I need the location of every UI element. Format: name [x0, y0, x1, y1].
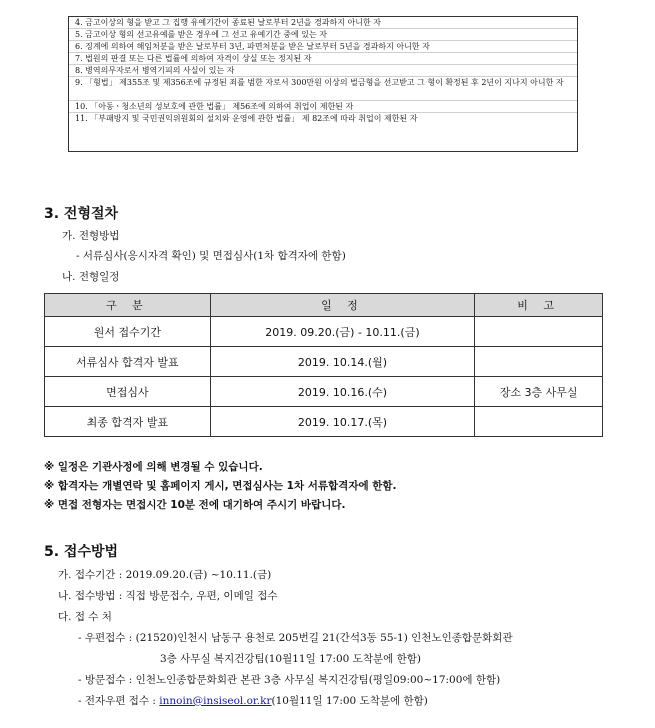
notice-interview-wait: ※ 면접 전형자는 면접시간 10분 전에 대기하여 주시기 바랍니다.: [44, 499, 346, 511]
cell-date: 2019. 10.17.(목): [210, 407, 475, 437]
receipt-method: 나. 접수방법 : 직접 방문접수, 우편, 이메일 접수: [58, 590, 278, 602]
disqualification-item: 7. 법원의 판결 또는 다른 법률에 의하여 자격이 상실 또는 정지된 자: [69, 53, 577, 65]
cell-note: [475, 347, 603, 377]
disqualification-item: 4. 금고이상의 형을 받고 그 집행 유예기간이 종료된 날로부터 2년을 경과하지 아니한 자: [69, 17, 577, 29]
disqualification-item: 10. 「아동ㆍ청소년의 성보호에 관한 법률」 제56조에 의하여 취업이 제한된 자: [69, 101, 577, 113]
header-note: 비 고: [475, 294, 603, 317]
method-label: 가. 전형방법: [62, 230, 120, 242]
disqualification-item: 5. 금고이상 형의 선고유예를 받은 경우에 그 선고 유예기간 중에 있는 자: [69, 29, 577, 41]
email-suffix: (10월11일 17:00 도착분에 한함): [271, 695, 428, 707]
header-category: 구 분: [45, 294, 211, 317]
header-date: 일 정: [210, 294, 475, 317]
table-row: [45, 407, 603, 437]
cell-category: 최종 합격자 발표: [45, 407, 211, 437]
section-3-title: 3. 전형절차: [44, 206, 119, 222]
schedule-table: [44, 293, 603, 437]
schedule-label: 나. 전형일정: [62, 271, 120, 283]
receipt-period: 가. 접수기간 : 2019.09.20.(금) ~10.11.(금): [58, 569, 272, 581]
mail-address-line1: - 우편접수 : (21520)인천시 남동구 용천로 205번길 21(간석3동 55-1) 인천노인종합문화회관: [78, 632, 513, 644]
cell-note: 장소 3층 사무실: [475, 377, 603, 407]
mail-address-line2: 3층 사무실 복지건강팀(10월11일 17:00 도착분에 한함): [160, 653, 421, 665]
table-row: [45, 347, 603, 377]
cell-category: 면접심사: [45, 377, 211, 407]
disqualification-item: 6. 징계에 의하여 해임처분을 받은 날로부터 3년, 파면처분을 받은 날로부터 5년을 경과하지 아니한 자: [69, 41, 577, 53]
cell-date: 2019. 10.16.(수): [210, 377, 475, 407]
table-row: [45, 377, 603, 407]
email-link[interactable]: innoin@insiseol.or.kr: [159, 695, 272, 707]
disqualification-box: [68, 16, 578, 152]
section-5-title: 5. 접수방법: [44, 544, 119, 560]
email-receipt: [78, 693, 428, 708]
receipt-place-label: 다. 접 수 처: [58, 611, 112, 623]
method-item: - 서류심사(응시자격 확인) 및 면접심사(1차 합격자에 한함): [76, 250, 346, 262]
cell-date: 2019. 10.14.(월): [210, 347, 475, 377]
disqualification-item: 11. 「부패방지 및 국민권익위원회의 설치와 운영에 관한 법률」 제 82조에 따라 취업이 제한된 자: [75, 114, 418, 123]
email-prefix: - 전자우편 접수 :: [78, 695, 160, 707]
cell-note: [475, 407, 603, 437]
disqualification-item: 9. 「형법」 제355조 및 제356조에 규정된 죄를 범한 자로서 300만원 이상의 벌금형을 선고받고 그 형이 확정된 후 2년이 지나지 아니한 자: [69, 77, 577, 101]
disqualification-item: 8. 병역의무자로서 병역기피의 사실이 있는 자: [69, 65, 577, 77]
cell-category: 원서 접수기간: [45, 317, 211, 347]
table-header-row: [45, 294, 603, 317]
cell-category: 서류심사 합격자 발표: [45, 347, 211, 377]
notice-schedule-change: ※ 일정은 기관사정에 의해 변경될 수 있습니다.: [44, 461, 263, 473]
cell-note: [475, 317, 603, 347]
notice-applicant-contact: ※ 합격자는 개별연락 및 홈페이지 게시, 면접심사는 1차 서류합격자에 한함.: [44, 480, 397, 492]
cell-date: 2019. 09.20.(금) - 10.11.(금): [210, 317, 475, 347]
visit-receipt: - 방문접수 : 인천노인종합문화회관 본관 3층 사무실 복지건강팀(평일09:00~17:00에 한함): [78, 674, 501, 686]
table-row: [45, 317, 603, 347]
